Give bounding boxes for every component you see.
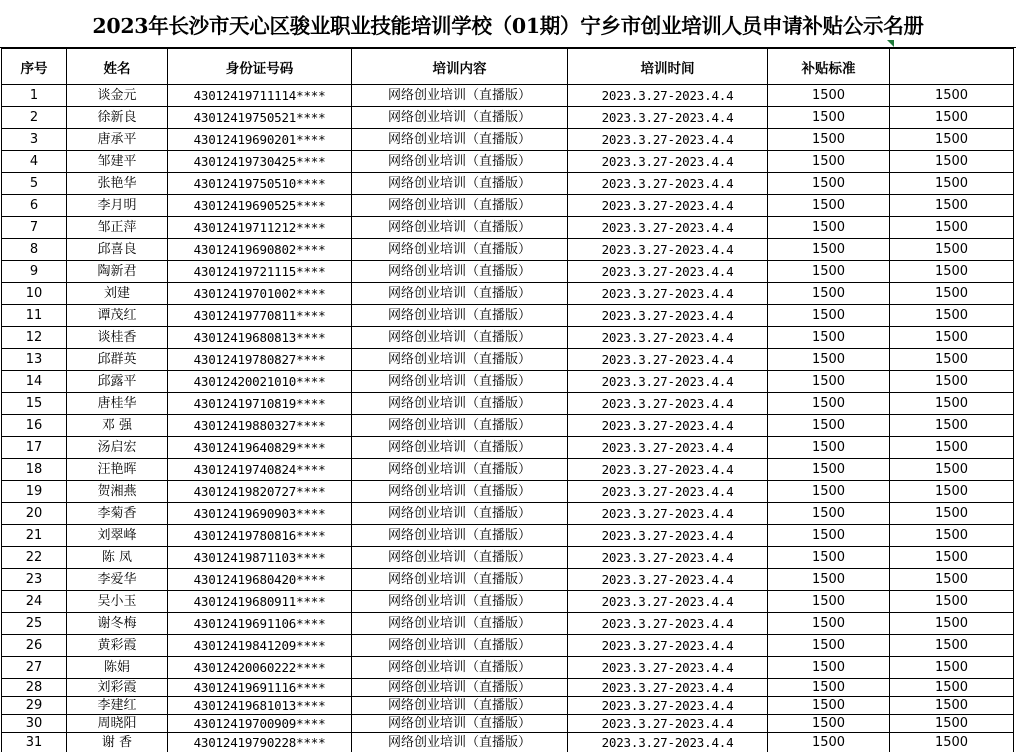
cell-subsidy-standard: 1500 [768, 525, 890, 547]
cell-subsidy-standard: 1500 [768, 393, 890, 415]
cell-name: 谢 香 [67, 733, 168, 752]
cell-subsidy-amount: 1500 [890, 305, 1014, 327]
cell-training-time: 2023.3.27-2023.4.4 [568, 591, 768, 613]
cell-id-number: 43012419691116**** [168, 679, 352, 697]
cell-subsidy-amount: 1500 [890, 107, 1014, 129]
cell-subsidy-standard: 1500 [768, 173, 890, 195]
cell-subsidy-amount: 1500 [890, 657, 1014, 679]
cell-subsidy-standard: 1500 [768, 697, 890, 715]
table-row [2, 437, 1014, 459]
cell-training-content: 网络创业培训（直播版） [352, 305, 568, 327]
cell-training-content: 网络创业培训（直播版） [352, 261, 568, 283]
cell-training-time: 2023.3.27-2023.4.4 [568, 371, 768, 393]
cell-name: 邱喜良 [67, 239, 168, 261]
cell-name: 吴小玉 [67, 591, 168, 613]
cell-training-content: 网络创业培训（直播版） [352, 715, 568, 733]
cell-name: 邹正萍 [67, 217, 168, 239]
cell-training-time: 2023.3.27-2023.4.4 [568, 733, 768, 752]
cell-name: 邹建平 [67, 151, 168, 173]
cell-training-time: 2023.3.27-2023.4.4 [568, 547, 768, 569]
cell-id-number: 43012419790228**** [168, 733, 352, 752]
cell-subsidy-amount: 1500 [890, 371, 1014, 393]
cell-training-content: 网络创业培训（直播版） [352, 195, 568, 217]
cell-subsidy-amount: 1500 [890, 437, 1014, 459]
document-title: 2023年长沙市天心区骏业职业技能培训学校（01期）宁乡市创业培训人员申请补贴公示名册 [0, 0, 1016, 48]
header-subsidy-standard: 补贴标准 [768, 49, 890, 85]
table-row [2, 613, 1014, 635]
header-blank [890, 49, 1014, 85]
cell-subsidy-standard: 1500 [768, 261, 890, 283]
cell-serial-number: 15 [2, 393, 67, 415]
cell-id-number: 43012419740824**** [168, 459, 352, 481]
cell-subsidy-standard: 1500 [768, 679, 890, 697]
cell-subsidy-amount: 1500 [890, 195, 1014, 217]
cell-training-content: 网络创业培训（直播版） [352, 635, 568, 657]
cell-subsidy-amount: 1500 [890, 613, 1014, 635]
cell-serial-number: 20 [2, 503, 67, 525]
cell-id-number: 43012419871103**** [168, 547, 352, 569]
cell-subsidy-amount: 1500 [890, 349, 1014, 371]
table-row [2, 481, 1014, 503]
cell-name: 邓 强 [67, 415, 168, 437]
subsidy-roster-table [1, 48, 1014, 752]
cell-subsidy-amount: 1500 [890, 547, 1014, 569]
cell-id-number: 43012419680911**** [168, 591, 352, 613]
cell-name: 唐承平 [67, 129, 168, 151]
cell-serial-number: 24 [2, 591, 67, 613]
cell-subsidy-standard: 1500 [768, 715, 890, 733]
cell-subsidy-amount: 1500 [890, 393, 1014, 415]
cell-training-time: 2023.3.27-2023.4.4 [568, 283, 768, 305]
cell-subsidy-standard: 1500 [768, 107, 890, 129]
cell-name: 谈金元 [67, 85, 168, 107]
cell-serial-number: 6 [2, 195, 67, 217]
cell-subsidy-standard: 1500 [768, 305, 890, 327]
header-training-content: 培训内容 [352, 49, 568, 85]
cell-id-number: 43012419690802**** [168, 239, 352, 261]
cell-id-number: 43012419690201**** [168, 129, 352, 151]
cell-subsidy-amount: 1500 [890, 635, 1014, 657]
cell-subsidy-amount: 1500 [890, 217, 1014, 239]
cell-subsidy-standard: 1500 [768, 503, 890, 525]
cell-serial-number: 31 [2, 733, 67, 752]
cell-name: 谈桂香 [67, 327, 168, 349]
cell-subsidy-amount: 1500 [890, 283, 1014, 305]
cell-subsidy-standard: 1500 [768, 349, 890, 371]
cell-subsidy-amount: 1500 [890, 679, 1014, 697]
cell-serial-number: 9 [2, 261, 67, 283]
table-row [2, 525, 1014, 547]
cell-training-content: 网络创业培训（直播版） [352, 459, 568, 481]
cell-training-content: 网络创业培训（直播版） [352, 415, 568, 437]
cell-id-number: 43012419690903**** [168, 503, 352, 525]
cell-comment-marker [887, 40, 894, 47]
table-row [2, 327, 1014, 349]
cell-name: 唐桂华 [67, 393, 168, 415]
cell-subsidy-amount: 1500 [890, 415, 1014, 437]
cell-serial-number: 5 [2, 173, 67, 195]
cell-subsidy-standard: 1500 [768, 635, 890, 657]
cell-id-number: 43012419700909**** [168, 715, 352, 733]
cell-id-number: 43012419701002**** [168, 283, 352, 305]
table-row [2, 635, 1014, 657]
cell-subsidy-amount: 1500 [890, 327, 1014, 349]
header-name: 姓名 [67, 49, 168, 85]
cell-subsidy-amount: 1500 [890, 591, 1014, 613]
cell-subsidy-standard: 1500 [768, 569, 890, 591]
cell-training-time: 2023.3.27-2023.4.4 [568, 437, 768, 459]
cell-training-content: 网络创业培训（直播版） [352, 107, 568, 129]
table-row [2, 217, 1014, 239]
cell-training-content: 网络创业培训（直播版） [352, 437, 568, 459]
table-row [2, 173, 1014, 195]
cell-subsidy-standard: 1500 [768, 283, 890, 305]
cell-serial-number: 25 [2, 613, 67, 635]
cell-training-time: 2023.3.27-2023.4.4 [568, 481, 768, 503]
cell-serial-number: 2 [2, 107, 67, 129]
cell-training-content: 网络创业培训（直播版） [352, 733, 568, 752]
cell-training-content: 网络创业培训（直播版） [352, 283, 568, 305]
cell-training-content: 网络创业培训（直播版） [352, 547, 568, 569]
table-row [2, 305, 1014, 327]
table-row [2, 371, 1014, 393]
cell-serial-number: 29 [2, 697, 67, 715]
cell-training-content: 网络创业培训（直播版） [352, 481, 568, 503]
cell-name: 汪艳晖 [67, 459, 168, 481]
cell-name: 陶新君 [67, 261, 168, 283]
cell-training-time: 2023.3.27-2023.4.4 [568, 459, 768, 481]
cell-id-number: 43012419711114**** [168, 85, 352, 107]
cell-training-time: 2023.3.27-2023.4.4 [568, 569, 768, 591]
cell-name: 黄彩霞 [67, 635, 168, 657]
cell-training-time: 2023.3.27-2023.4.4 [568, 129, 768, 151]
cell-subsidy-standard: 1500 [768, 239, 890, 261]
cell-training-content: 网络创业培训（直播版） [352, 525, 568, 547]
cell-training-time: 2023.3.27-2023.4.4 [568, 525, 768, 547]
cell-training-content: 网络创业培训（直播版） [352, 657, 568, 679]
cell-training-time: 2023.3.27-2023.4.4 [568, 415, 768, 437]
cell-subsidy-amount: 1500 [890, 697, 1014, 715]
cell-training-content: 网络创业培训（直播版） [352, 613, 568, 635]
cell-name: 陈娟 [67, 657, 168, 679]
cell-training-content: 网络创业培训（直播版） [352, 151, 568, 173]
cell-training-time: 2023.3.27-2023.4.4 [568, 635, 768, 657]
cell-training-time: 2023.3.27-2023.4.4 [568, 107, 768, 129]
cell-name: 汤启宏 [67, 437, 168, 459]
cell-subsidy-amount: 1500 [890, 239, 1014, 261]
cell-subsidy-amount: 1500 [890, 129, 1014, 151]
cell-name: 张艳华 [67, 173, 168, 195]
cell-serial-number: 7 [2, 217, 67, 239]
cell-serial-number: 8 [2, 239, 67, 261]
header-serial-number: 序号 [2, 49, 67, 85]
header-row [2, 49, 1014, 85]
cell-id-number: 43012419770811**** [168, 305, 352, 327]
cell-training-content: 网络创业培训（直播版） [352, 679, 568, 697]
cell-training-time: 2023.3.27-2023.4.4 [568, 239, 768, 261]
cell-id-number: 43012419750510**** [168, 173, 352, 195]
table-row [2, 195, 1014, 217]
cell-subsidy-standard: 1500 [768, 657, 890, 679]
cell-serial-number: 13 [2, 349, 67, 371]
cell-training-content: 网络创业培训（直播版） [352, 503, 568, 525]
cell-training-content: 网络创业培训（直播版） [352, 217, 568, 239]
cell-id-number: 43012419721115**** [168, 261, 352, 283]
cell-name: 刘翠峰 [67, 525, 168, 547]
table-body [2, 85, 1014, 752]
cell-id-number: 43012419681013**** [168, 697, 352, 715]
header-training-time: 培训时间 [568, 49, 768, 85]
cell-training-content: 网络创业培训（直播版） [352, 569, 568, 591]
cell-serial-number: 19 [2, 481, 67, 503]
cell-serial-number: 17 [2, 437, 67, 459]
cell-training-time: 2023.3.27-2023.4.4 [568, 503, 768, 525]
cell-serial-number: 4 [2, 151, 67, 173]
table-row [2, 657, 1014, 679]
cell-serial-number: 18 [2, 459, 67, 481]
cell-training-content: 网络创业培训（直播版） [352, 393, 568, 415]
cell-training-content: 网络创业培训（直播版） [352, 349, 568, 371]
cell-serial-number: 14 [2, 371, 67, 393]
cell-training-time: 2023.3.27-2023.4.4 [568, 173, 768, 195]
cell-training-time: 2023.3.27-2023.4.4 [568, 679, 768, 697]
cell-name: 李爱华 [67, 569, 168, 591]
table-row [2, 261, 1014, 283]
cell-id-number: 43012419691106**** [168, 613, 352, 635]
table-row [2, 715, 1014, 733]
cell-training-time: 2023.3.27-2023.4.4 [568, 613, 768, 635]
cell-subsidy-amount: 1500 [890, 261, 1014, 283]
cell-name: 邱露平 [67, 371, 168, 393]
table-row [2, 459, 1014, 481]
cell-id-number: 43012419680420**** [168, 569, 352, 591]
cell-subsidy-amount: 1500 [890, 715, 1014, 733]
cell-id-number: 43012419750521**** [168, 107, 352, 129]
cell-name: 刘彩霞 [67, 679, 168, 697]
cell-subsidy-amount: 1500 [890, 459, 1014, 481]
cell-training-content: 网络创业培训（直播版） [352, 129, 568, 151]
cell-subsidy-standard: 1500 [768, 547, 890, 569]
cell-subsidy-amount: 1500 [890, 525, 1014, 547]
table-row [2, 679, 1014, 697]
cell-training-content: 网络创业培训（直播版） [352, 85, 568, 107]
cell-subsidy-standard: 1500 [768, 129, 890, 151]
cell-training-time: 2023.3.27-2023.4.4 [568, 393, 768, 415]
cell-serial-number: 30 [2, 715, 67, 733]
cell-subsidy-standard: 1500 [768, 327, 890, 349]
cell-subsidy-standard: 1500 [768, 613, 890, 635]
header-id-number: 身份证号码 [168, 49, 352, 85]
cell-training-time: 2023.3.27-2023.4.4 [568, 217, 768, 239]
table-row [2, 733, 1014, 752]
table-row [2, 547, 1014, 569]
cell-subsidy-standard: 1500 [768, 371, 890, 393]
cell-training-time: 2023.3.27-2023.4.4 [568, 151, 768, 173]
cell-training-time: 2023.3.27-2023.4.4 [568, 195, 768, 217]
cell-serial-number: 21 [2, 525, 67, 547]
cell-subsidy-amount: 1500 [890, 151, 1014, 173]
cell-id-number: 43012419841209**** [168, 635, 352, 657]
cell-serial-number: 11 [2, 305, 67, 327]
cell-name: 邱群英 [67, 349, 168, 371]
table-row [2, 415, 1014, 437]
cell-training-time: 2023.3.27-2023.4.4 [568, 327, 768, 349]
cell-id-number: 43012419880327**** [168, 415, 352, 437]
table-row [2, 569, 1014, 591]
cell-subsidy-standard: 1500 [768, 151, 890, 173]
cell-training-content: 网络创业培训（直播版） [352, 173, 568, 195]
cell-training-time: 2023.3.27-2023.4.4 [568, 657, 768, 679]
cell-id-number: 43012419820727**** [168, 481, 352, 503]
cell-name: 贺湘燕 [67, 481, 168, 503]
table-row [2, 85, 1014, 107]
cell-training-time: 2023.3.27-2023.4.4 [568, 85, 768, 107]
cell-subsidy-standard: 1500 [768, 733, 890, 752]
cell-id-number: 43012419711212**** [168, 217, 352, 239]
cell-training-content: 网络创业培训（直播版） [352, 371, 568, 393]
cell-serial-number: 12 [2, 327, 67, 349]
table-row [2, 107, 1014, 129]
cell-subsidy-amount: 1500 [890, 85, 1014, 107]
table-row [2, 503, 1014, 525]
cell-name: 周晓阳 [67, 715, 168, 733]
cell-name: 陈 凤 [67, 547, 168, 569]
cell-subsidy-standard: 1500 [768, 195, 890, 217]
cell-serial-number: 10 [2, 283, 67, 305]
cell-id-number: 43012419780827**** [168, 349, 352, 371]
cell-serial-number: 23 [2, 569, 67, 591]
table-row [2, 591, 1014, 613]
cell-subsidy-amount: 1500 [890, 733, 1014, 752]
cell-training-time: 2023.3.27-2023.4.4 [568, 349, 768, 371]
cell-serial-number: 1 [2, 85, 67, 107]
cell-training-content: 网络创业培训（直播版） [352, 327, 568, 349]
table-row [2, 129, 1014, 151]
cell-id-number: 43012419710819**** [168, 393, 352, 415]
cell-serial-number: 16 [2, 415, 67, 437]
cell-id-number: 43012419730425**** [168, 151, 352, 173]
cell-training-content: 网络创业培训（直播版） [352, 697, 568, 715]
table-row [2, 283, 1014, 305]
cell-name: 李建红 [67, 697, 168, 715]
cell-id-number: 43012419640829**** [168, 437, 352, 459]
cell-name: 谭茂红 [67, 305, 168, 327]
cell-name: 李月明 [67, 195, 168, 217]
cell-subsidy-standard: 1500 [768, 415, 890, 437]
cell-subsidy-amount: 1500 [890, 569, 1014, 591]
cell-name: 李菊香 [67, 503, 168, 525]
cell-training-time: 2023.3.27-2023.4.4 [568, 715, 768, 733]
cell-serial-number: 27 [2, 657, 67, 679]
cell-id-number: 43012419680813**** [168, 327, 352, 349]
cell-id-number: 43012420021010**** [168, 371, 352, 393]
cell-subsidy-standard: 1500 [768, 459, 890, 481]
cell-id-number: 43012420060222**** [168, 657, 352, 679]
cell-name: 刘建 [67, 283, 168, 305]
cell-subsidy-standard: 1500 [768, 85, 890, 107]
cell-serial-number: 3 [2, 129, 67, 151]
cell-id-number: 43012419780816**** [168, 525, 352, 547]
cell-subsidy-amount: 1500 [890, 173, 1014, 195]
cell-subsidy-standard: 1500 [768, 591, 890, 613]
cell-id-number: 43012419690525**** [168, 195, 352, 217]
table-row [2, 393, 1014, 415]
cell-subsidy-standard: 1500 [768, 481, 890, 503]
cell-training-content: 网络创业培训（直播版） [352, 239, 568, 261]
cell-subsidy-amount: 1500 [890, 503, 1014, 525]
cell-training-content: 网络创业培训（直播版） [352, 591, 568, 613]
cell-subsidy-standard: 1500 [768, 437, 890, 459]
table-row [2, 697, 1014, 715]
table-row [2, 151, 1014, 173]
cell-serial-number: 26 [2, 635, 67, 657]
cell-name: 谢冬梅 [67, 613, 168, 635]
cell-subsidy-standard: 1500 [768, 217, 890, 239]
cell-training-time: 2023.3.27-2023.4.4 [568, 305, 768, 327]
cell-training-time: 2023.3.27-2023.4.4 [568, 261, 768, 283]
cell-serial-number: 28 [2, 679, 67, 697]
cell-name: 徐新良 [67, 107, 168, 129]
cell-training-time: 2023.3.27-2023.4.4 [568, 697, 768, 715]
table-row [2, 239, 1014, 261]
table-row [2, 349, 1014, 371]
cell-serial-number: 22 [2, 547, 67, 569]
cell-subsidy-amount: 1500 [890, 481, 1014, 503]
